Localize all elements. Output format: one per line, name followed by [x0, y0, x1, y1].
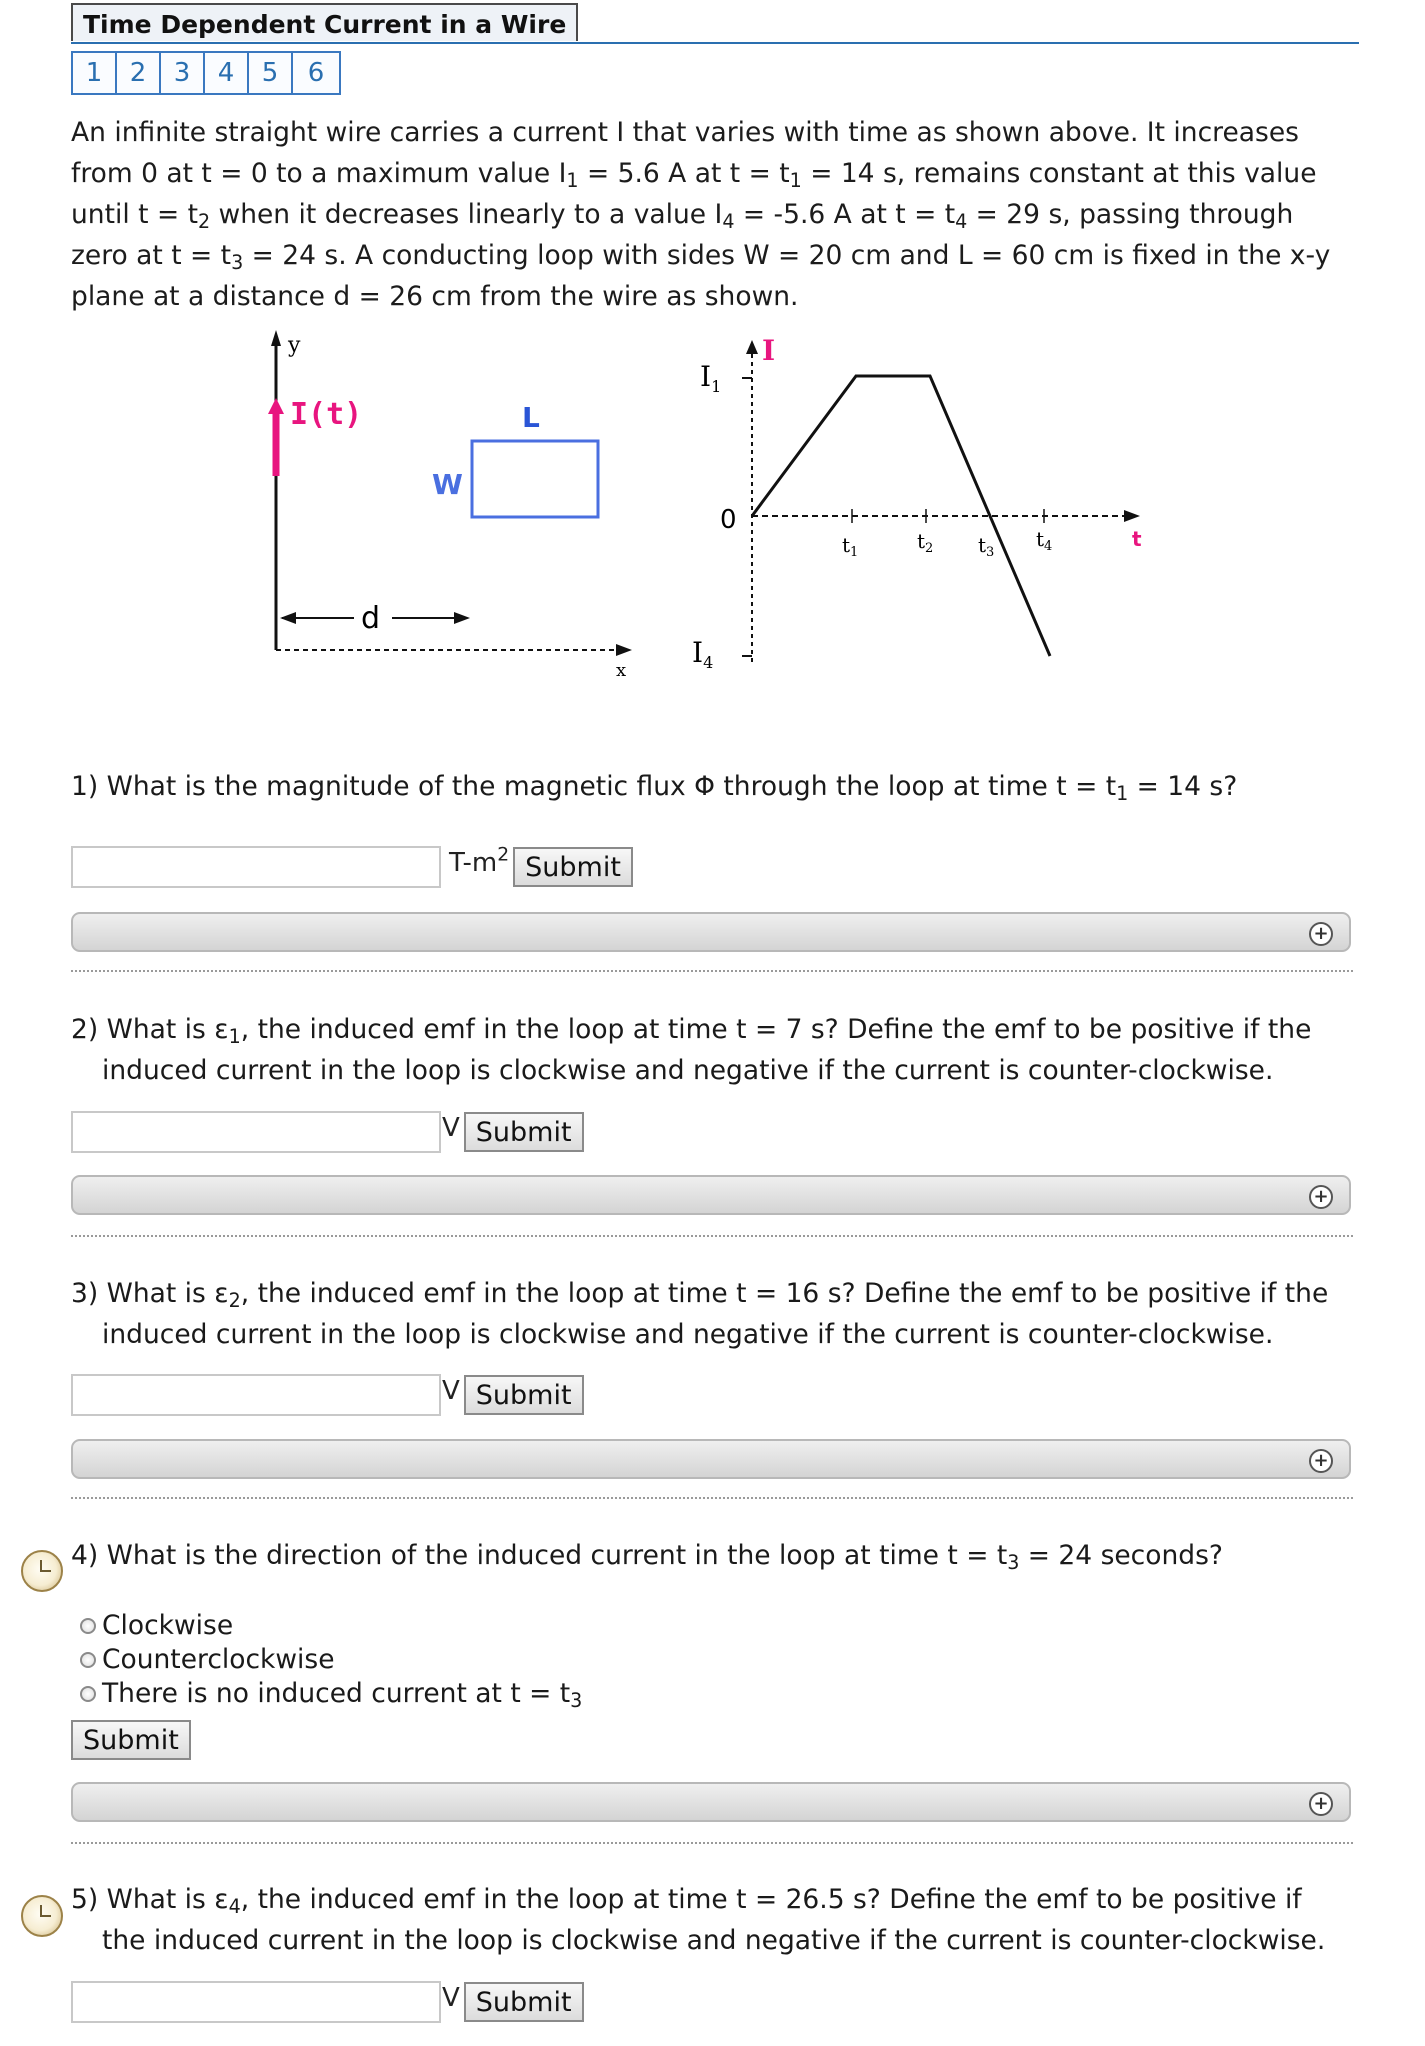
intro-line-2: from 0 at t = 0 to a maximum value $I_1 = 5.6$ A at $t = t_1 = 14$ s, remains constant at this value — [71, 158, 1317, 192]
current-label: I(t) — [290, 397, 363, 432]
question-1-text: 1) What is the magnitude of the magnetic flux Φ through the loop at time $t = t_1 = 14$ s? — [71, 771, 1238, 805]
problem-figure — [0, 0, 1425, 720]
question-4-hint-bar[interactable] — [71, 1782, 1351, 1822]
graph-t-axis-arrow — [1124, 510, 1140, 522]
question-4-text: 4) What is the direction of the induced current in the loop at time $t = t_3 = 24$ seconds? — [71, 1540, 1223, 1574]
question-5-text-cont: the induced current in the loop is clockwise and negative if the current is counter-clockwise. — [102, 1925, 1326, 1956]
loop-length-label: L — [522, 401, 540, 434]
option-no-current[interactable]: There is no induced current at $t = t_3$ — [80, 1677, 582, 1711]
page-tab-6[interactable]: 6 — [293, 53, 339, 93]
question-5 — [71, 1879, 1361, 1961]
question-4-submit-button[interactable]: Submit — [71, 1720, 191, 1760]
question-divider — [71, 1235, 1353, 1237]
y-axis-arrow — [271, 330, 281, 346]
page-tab-2[interactable]: 2 — [117, 53, 161, 93]
question-divider — [71, 1842, 1353, 1844]
question-2-unit: V — [442, 1113, 460, 1143]
question-1-answer-row — [71, 844, 633, 890]
x-axis-arrow — [616, 644, 632, 656]
question-2 — [71, 1009, 1361, 1091]
page-tab-4[interactable]: 4 — [205, 53, 249, 93]
distance-label: d — [361, 601, 381, 636]
radio-button[interactable] — [80, 1618, 96, 1634]
graph-I4-label: $I_4$ — [692, 636, 714, 672]
question-5-answer-input[interactable] — [71, 1981, 441, 2023]
question-2-submit-button[interactable]: Submit — [464, 1112, 584, 1152]
question-3 — [71, 1273, 1361, 1355]
radio-button[interactable] — [80, 1686, 96, 1702]
option-counterclockwise[interactable]: Counterclockwise — [80, 1643, 335, 1677]
question-2-text: 2) What is $\varepsilon_1$, the induced emf in the loop at time t = 7 s? Define the emf to be positive if the — [71, 1014, 1312, 1048]
distance-arrowhead-right — [454, 612, 470, 624]
intro-line-1: An infinite straight wire carries a current I that varies with time as shown above. It increases — [71, 117, 1299, 148]
question-3-text: 3) What is $\varepsilon_2$, the induced emf in the loop at time t = 16 s? Define the emf to be positive if the — [71, 1278, 1329, 1312]
question-2-text-cont: induced current in the loop is clockwise and negative if the current is counter-clockwise. — [102, 1055, 1274, 1086]
wire-loop-diagram — [268, 330, 632, 681]
question-3-hint-bar[interactable] — [71, 1439, 1351, 1479]
expand-plus-icon[interactable]: + — [1309, 1185, 1333, 1209]
graph-I-label: I — [762, 334, 776, 367]
expand-plus-icon[interactable]: + — [1309, 1449, 1333, 1473]
question-1 — [71, 766, 1361, 807]
question-1-submit-button[interactable]: Submit — [513, 847, 633, 887]
intro-line-3: until $t = t_2$ when it decreases linearly to a value $I_4 = -5.6$ A at $t = t_4 = 29$ s, passing through — [71, 199, 1294, 233]
x-axis-label: x — [616, 660, 627, 681]
y-axis-label: y — [288, 333, 301, 358]
clock-icon — [21, 1895, 63, 1937]
question-divider — [71, 1497, 1353, 1499]
graph-t4-label: $t_4$ — [1036, 527, 1053, 554]
graph-t3-label: $t_3$ — [978, 533, 995, 560]
question-3-submit-button[interactable]: Submit — [464, 1375, 584, 1415]
question-1-unit: $T-m^2$ — [449, 844, 510, 878]
distance-arrowhead-left — [280, 612, 296, 624]
question-3-unit: V — [442, 1376, 460, 1406]
question-2-hint-bar[interactable] — [71, 1175, 1351, 1215]
loop-width-label: W — [432, 468, 463, 501]
question-3-answer-row — [71, 1372, 584, 1418]
graph-I1-label: $I_1$ — [700, 360, 722, 396]
question-1-hint-bar[interactable] — [71, 912, 1351, 952]
current-arrow — [268, 398, 284, 414]
graph-zero-label: 0 — [720, 505, 737, 535]
question-4 — [71, 1535, 1361, 1576]
clock-icon — [21, 1550, 63, 1592]
conducting-loop — [472, 441, 598, 517]
graph-t-label: t — [1132, 527, 1142, 551]
graph-t1-label: $t_1$ — [842, 533, 859, 560]
question-3-text-cont: induced current in the loop is clockwise and negative if the current is counter-clockwise. — [102, 1319, 1274, 1350]
problem-title: Time Dependent Current in a Wire — [71, 3, 578, 41]
page-tab-3[interactable]: 3 — [161, 53, 205, 93]
page-tab-5[interactable]: 5 — [249, 53, 293, 93]
page-tab-1[interactable]: 1 — [73, 53, 117, 93]
option-clockwise[interactable]: Clockwise — [80, 1609, 233, 1643]
intro-line-4: zero at $t = t_3 = 24$ s. A conducting loop with sides W = 20 cm and L = 60 cm is fixed in the x-y — [71, 240, 1331, 274]
question-5-unit: V — [442, 1983, 460, 2013]
graph-t2-label: $t_2$ — [917, 529, 934, 556]
question-5-text: 5) What is $\varepsilon_4$, the induced emf in the loop at time t = 26.5 s? Define the emf to be positive if — [71, 1884, 1302, 1918]
expand-plus-icon[interactable]: + — [1309, 922, 1333, 946]
expand-plus-icon[interactable]: + — [1309, 1792, 1333, 1816]
radio-button[interactable] — [80, 1652, 96, 1668]
question-2-answer-input[interactable] — [71, 1111, 441, 1153]
question-4-submit-row — [71, 1717, 191, 1763]
question-2-answer-row — [71, 1109, 584, 1155]
graph-I-axis-arrow — [746, 340, 758, 354]
question-divider — [71, 970, 1353, 972]
question-1-answer-input[interactable] — [71, 846, 441, 888]
intro-line-5: plane at a distance d = 26 cm from the wire as shown. — [71, 281, 799, 312]
question-5-submit-button[interactable]: Submit — [464, 1982, 584, 2022]
question-3-answer-input[interactable] — [71, 1374, 441, 1416]
current-time-graph — [692, 334, 1142, 672]
question-5-answer-row — [71, 1979, 584, 2025]
